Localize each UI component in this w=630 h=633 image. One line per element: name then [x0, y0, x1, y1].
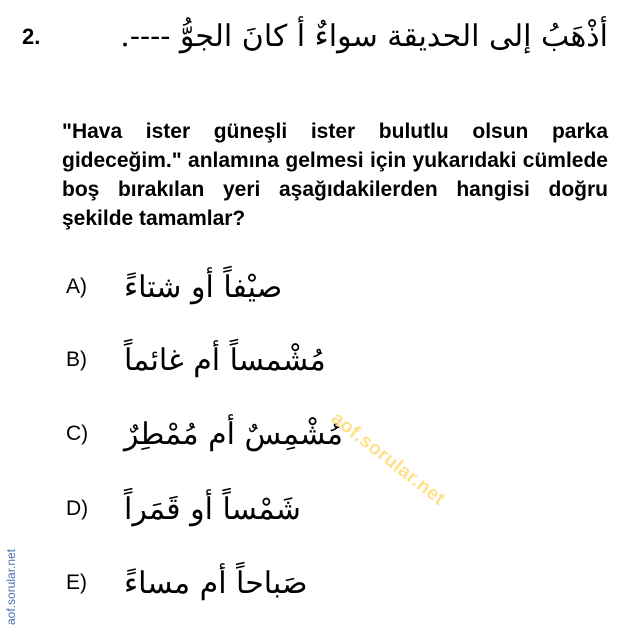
watermark-side: aof.sorular.net — [4, 548, 18, 625]
question-number: 2. — [22, 24, 41, 49]
option-a[interactable] — [66, 263, 466, 311]
option-letter: D) — [66, 497, 89, 520]
watermark-diagonal: aof.sorular.net — [327, 408, 450, 510]
option-text: مُشْمساً أم غائماً — [124, 342, 326, 378]
option-d[interactable] — [66, 485, 466, 533]
option-letter: E) — [66, 571, 87, 594]
option-text: مُشْمِسٌ أم مُمْطِرٌ — [124, 416, 343, 452]
option-text: صيْفاً أو شتاءً — [124, 269, 283, 305]
arabic-sentence: أذْهَبُ إلى الحديقة سواءٌ أ كانَ الجوُّ ----. — [120, 19, 608, 54]
option-c[interactable] — [66, 410, 466, 458]
option-text: صَباحاً أم مساءً — [124, 565, 308, 601]
option-letter: B) — [66, 348, 87, 371]
option-letter: C) — [66, 422, 89, 445]
question-text: "Hava ister güneşli ister bulutlu olsun parka gideceğim." anlamına gelmesi için yukarıdaki cümlede boş bırakılan yeri aşağıdakilerden hangisi doğru şekilde tamamlar? — [62, 120, 608, 230]
option-e[interactable] — [66, 559, 466, 607]
option-text: شَمْساً أو قَمَراً — [124, 491, 301, 527]
option-letter: A) — [66, 275, 87, 298]
option-b[interactable] — [66, 336, 466, 384]
